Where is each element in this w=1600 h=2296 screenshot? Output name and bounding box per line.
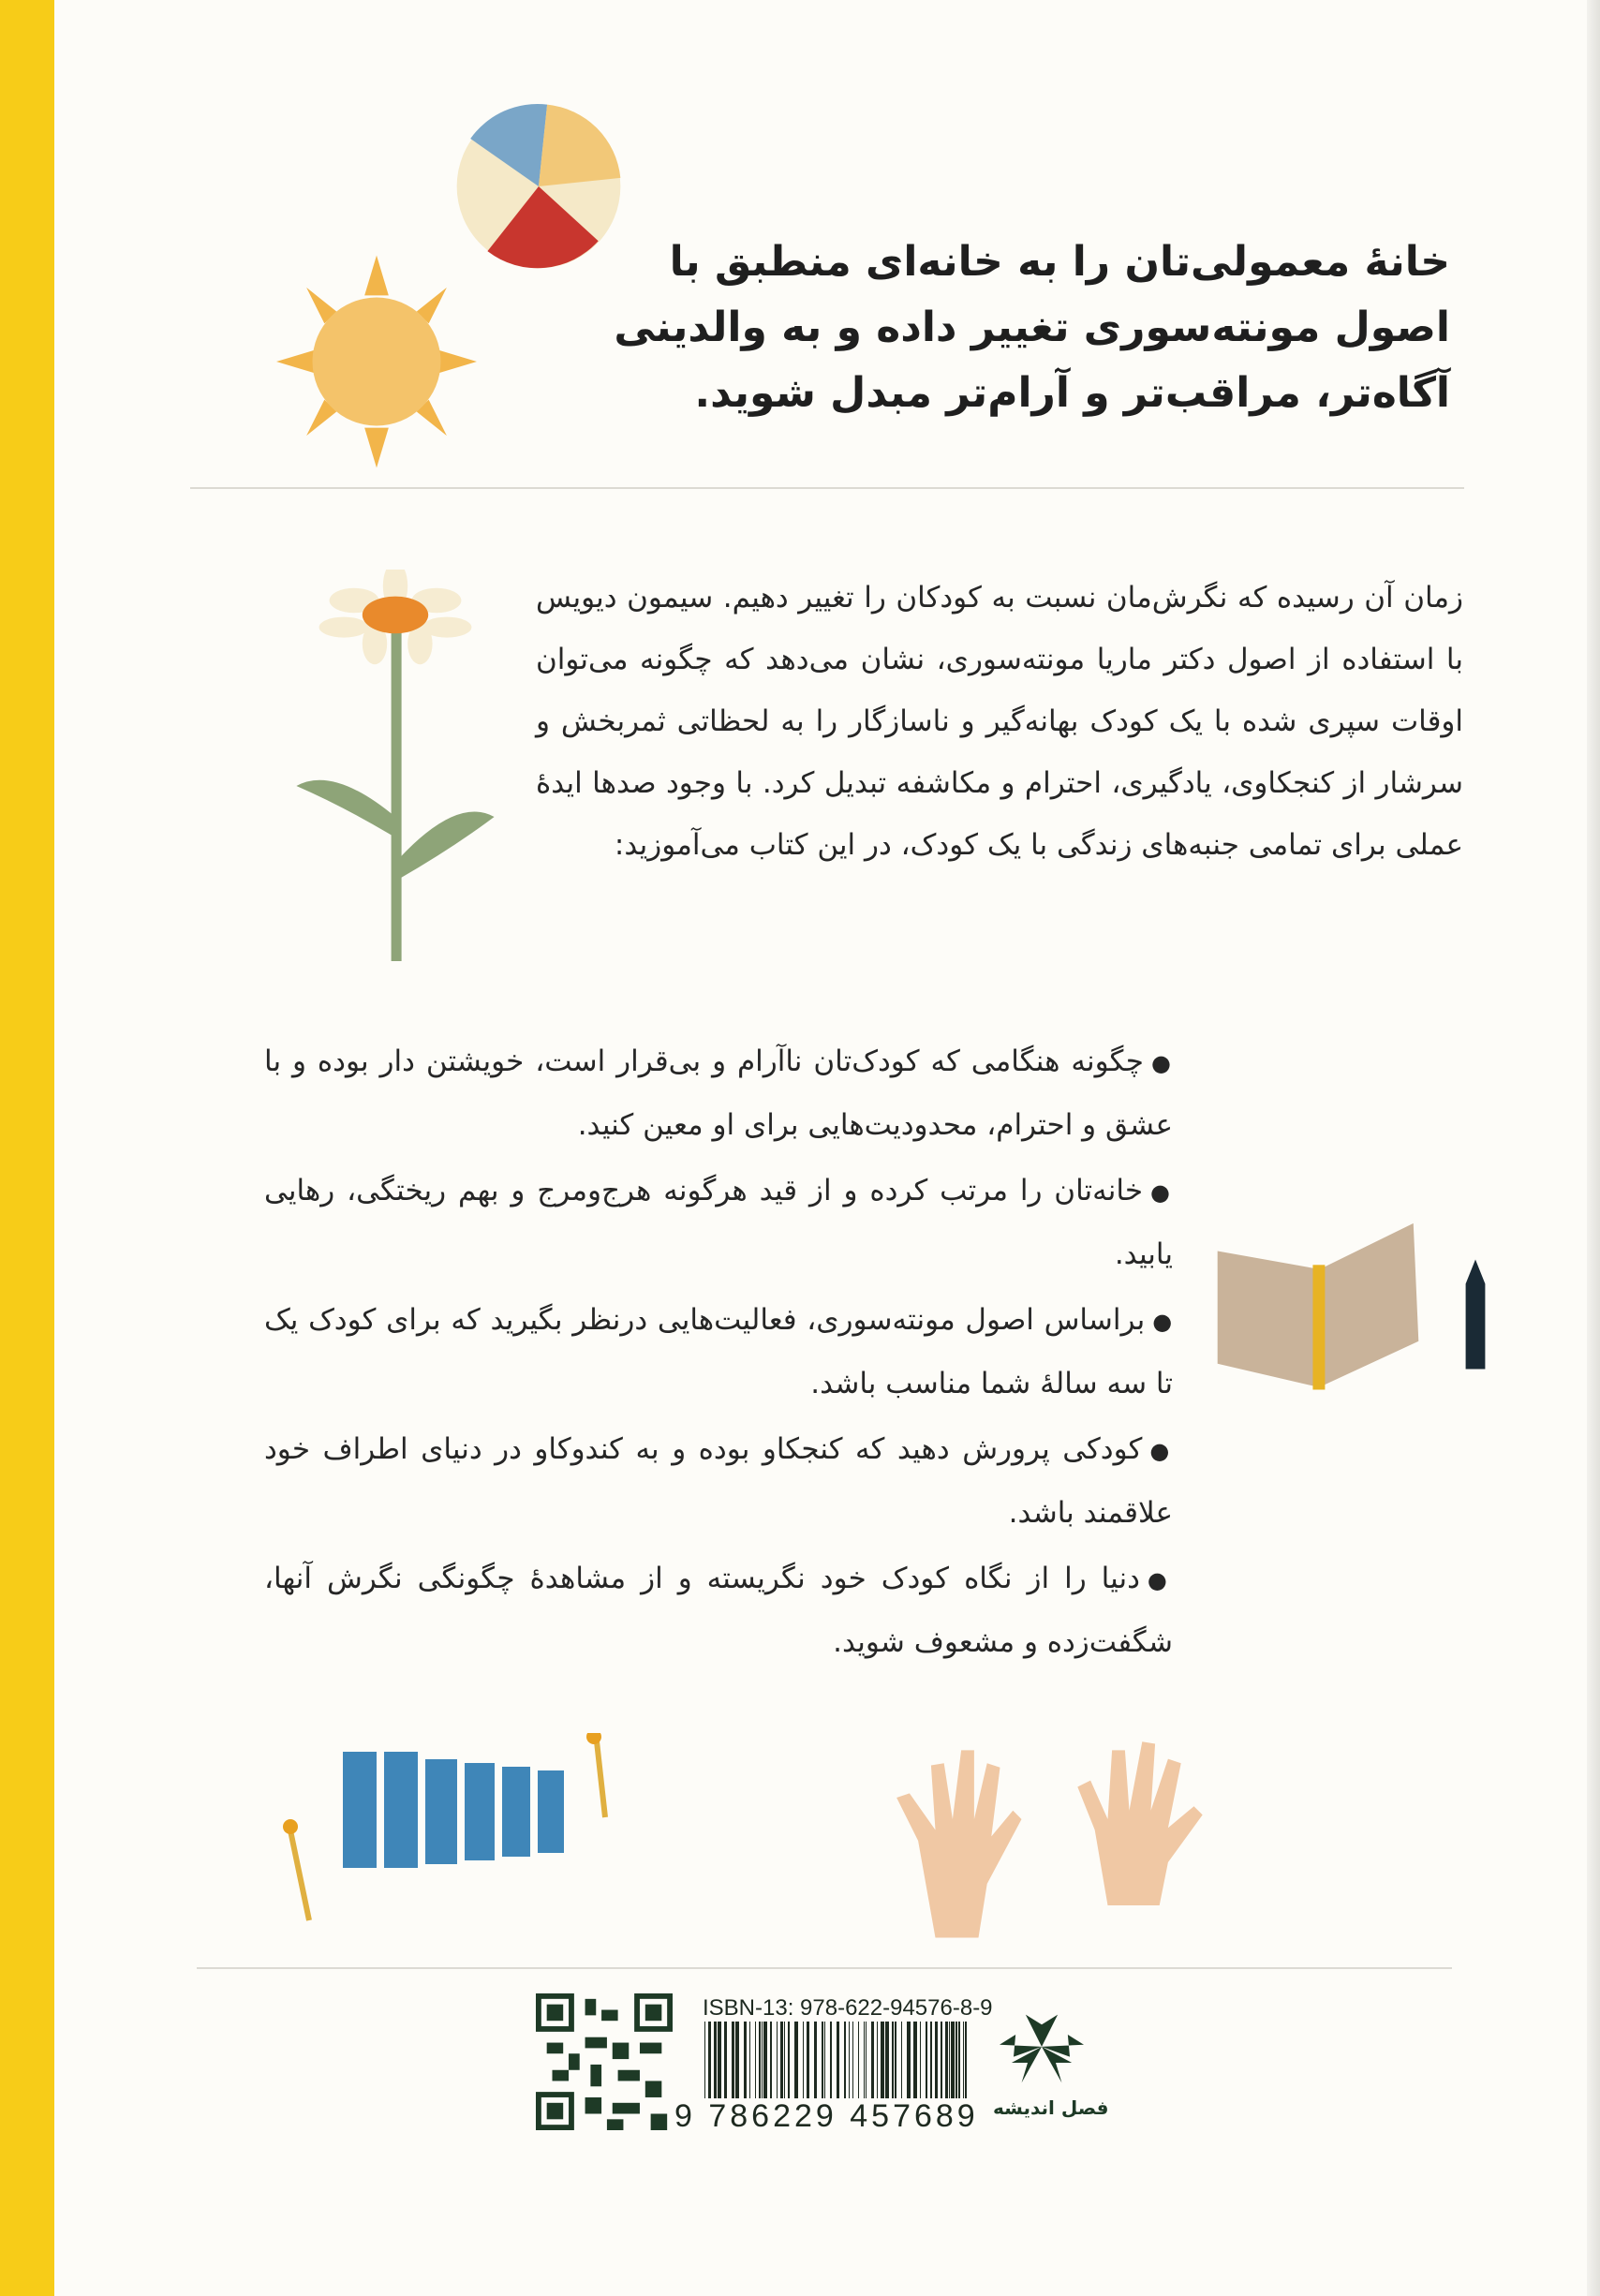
bullet-item: ● چگونه هنگامی که کودک‌تان ناآرام و بی‌قرار است، خویشتن دار بوده و با عشق و احترام، محدودیت‌هایی برای او معین کنید. (264, 1030, 1173, 1156)
bullet-item: ● براساس اصول مونته‌سوری، فعالیت‌هایی درنظر بگیرید که برای کودک یک تا سه سالهٔ شما مناسب باشد. (264, 1289, 1173, 1415)
bullet-item: ● دنیا را از نگاه کودک خود نگریسته و از مشاهدهٔ چگونگی نگرش آنها، شگفت‌زده و مشعوف شوید. (264, 1548, 1173, 1673)
headline: خانهٔ معمولی‌تان را به خانه‌ای منطبق با اصول مونته‌سوری تغییر داده و به والدینی آگاه‌تر، مراقب‌تر و آرام‌تر مبدل شوید. (614, 238, 1450, 417)
beach-ball-illustration (453, 101, 624, 272)
sun-illustration (276, 255, 477, 468)
spine-strip (0, 0, 54, 2296)
barcode-number: 9 786229 457689 (674, 2098, 979, 2134)
xylophone-illustration (272, 1733, 674, 1930)
publisher-logo (991, 2007, 1092, 2091)
book-illustration (1214, 1214, 1422, 1392)
divider-top (190, 487, 1464, 489)
publisher-name: فصل اندیشه (993, 2096, 1109, 2119)
hands-illustration (892, 1733, 1216, 1948)
page-edge (1587, 0, 1600, 2296)
bullet-item: ● کودکی پرورش دهید که کنجکاو بوده و به کندوکاو در دنیای اطراف خود علاقمند باشد. (264, 1418, 1173, 1544)
divider-bottom (197, 1967, 1452, 1969)
isbn-label: ISBN-13: 978-622-94576-8-9 (703, 1995, 993, 2021)
daisy-illustration (292, 570, 498, 961)
intro-paragraph: زمان آن رسیده که نگرش‌مان نسبت به کودکان را تغییر دهیم. سیمون دیویس با استفاده از اصول دکتر ماریا مونته‌سوری، نشان می‌دهد که چگونه می‌توان اوقات سپری شده با یک کودک بهانه‌گیر و ناسازگار را به لحظاتی ثمربخش و سرشار از کنجکاوی، یادگیری، احترام و مکاشفه تبدیل کرد. با وجود صدها ایدهٔ عملی برای تمامی جنبه‌های زندگی با یک کودک، در این کتاب می‌آموزید: (536, 581, 1463, 862)
pencil-illustration (1463, 1259, 1488, 1370)
bullet-list (264, 1030, 1173, 1677)
bullet-item: ● خانه‌تان را مرتب کرده و از قید هرگونه هرج‌ومرج و بهم ریختگی، رهایی یابید. (264, 1160, 1173, 1285)
qr-code[interactable] (536, 1993, 673, 2130)
